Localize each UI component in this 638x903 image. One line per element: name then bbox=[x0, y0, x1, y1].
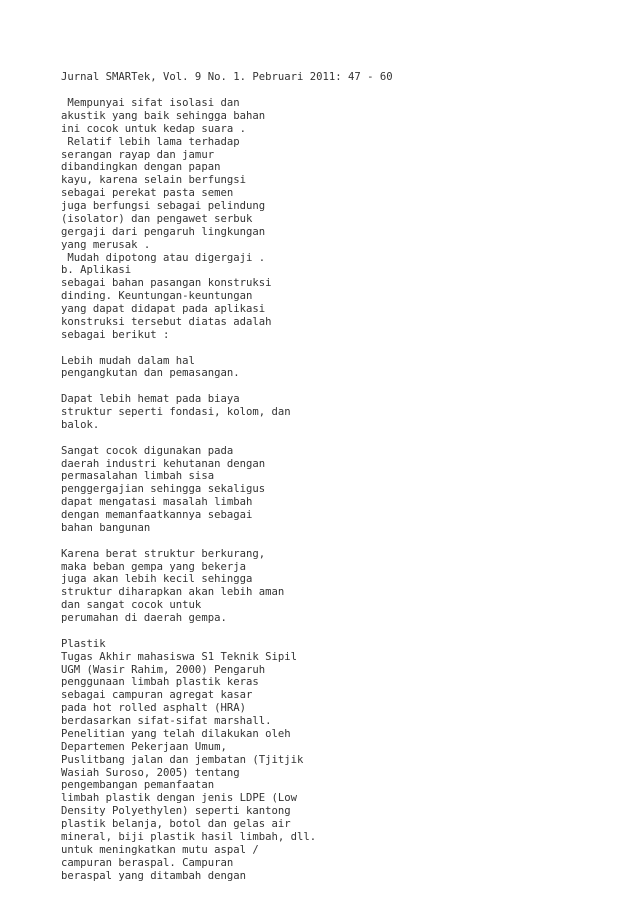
text-line bbox=[61, 625, 621, 638]
text-line: Puslitbang jalan dan jembatan (Tjitjik bbox=[61, 753, 304, 766]
text-line: limbah plastik dengan jenis LDPE (Low bbox=[61, 792, 297, 805]
text-line: Karena berat struktur berkurang, bbox=[61, 547, 266, 560]
text-line: penggunaan limbah plastik keras bbox=[61, 676, 259, 689]
text-line bbox=[61, 380, 621, 393]
text-line: serangan rayap dan jamur bbox=[61, 148, 215, 161]
text-line: berdasarkan sifat-sifat marshall. bbox=[61, 715, 272, 727]
text-line bbox=[61, 535, 621, 548]
text-line: dapat mengatasi masalah limbah bbox=[61, 496, 253, 509]
text-line: Departemen Pekerjaan Umum, bbox=[61, 740, 227, 753]
journal-header: Jurnal SMARTek, Vol. 9 No. 1. Pebruari 2011: 47 - 60 bbox=[61, 71, 393, 83]
text-line: juga akan lebih kecil sehingga bbox=[61, 573, 253, 586]
text-line bbox=[61, 432, 621, 445]
body-text bbox=[61, 97, 621, 882]
text-line: Sangat cocok digunakan pada bbox=[61, 444, 234, 457]
text-line: plastik belanja, botol dan gelas air bbox=[61, 818, 291, 830]
text-line: dibandingkan dengan papan bbox=[61, 161, 221, 174]
text-line: Lebih mudah dalam hal bbox=[61, 354, 195, 367]
text-line: pengangkutan dan pemasangan. bbox=[61, 367, 240, 380]
text-line: perumahan di daerah gempa. bbox=[61, 612, 227, 624]
text-line: dinding. Keuntungan-keuntungan bbox=[61, 290, 253, 303]
text-line: permasalahan limbah sisa bbox=[61, 470, 215, 483]
text-line: daerah industri kehutanan dengan bbox=[61, 457, 266, 470]
text-line: sebagai bahan pasangan konstruksi bbox=[61, 277, 272, 290]
text-line: Dapat lebih hemat pada biaya bbox=[61, 393, 240, 406]
text-line: beraspal yang ditambah dengan bbox=[61, 869, 246, 882]
text-line: kayu, karena selain berfungsi bbox=[61, 174, 246, 187]
text-line: Mempunyai sifat isolasi dan bbox=[61, 97, 240, 109]
text-line: struktur diharapkan akan lebih aman bbox=[61, 586, 285, 599]
text-line: gergaji dari pengaruh lingkungan bbox=[61, 225, 266, 238]
text-line: ini cocok untuk kedap suara . bbox=[61, 122, 246, 135]
text-line: campuran beraspal. Campuran bbox=[61, 856, 234, 869]
text-line: yang dapat didapat pada aplikasi bbox=[61, 303, 266, 315]
text-line: pada hot rolled asphalt (HRA) bbox=[61, 702, 246, 715]
text-line: Density Polyethylen) seperti kantong bbox=[61, 805, 291, 818]
text-line: (isolator) dan pengawet serbuk bbox=[61, 212, 253, 225]
text-line: konstruksi tersebut diatas adalah bbox=[61, 315, 272, 328]
text-line: dan sangat cocok untuk bbox=[61, 599, 202, 612]
text-line: dengan memanfaatkannya sebagai bbox=[61, 509, 253, 521]
text-line: penggergajian sehingga sekaligus bbox=[61, 483, 266, 496]
text-line: untuk meningkatkan mutu aspal / bbox=[61, 843, 259, 856]
text-line: b. Aplikasi bbox=[61, 264, 132, 277]
text-line bbox=[61, 342, 621, 355]
text-line: Mudah dipotong atau digergaji . bbox=[61, 251, 266, 264]
text-line: balok. bbox=[61, 418, 100, 431]
document-page bbox=[61, 71, 621, 882]
text-line: Tugas Akhir mahasiswa S1 Teknik Sipil bbox=[61, 650, 297, 663]
text-line: Wasiah Suroso, 2005) tentang bbox=[61, 766, 240, 779]
text-line: yang merusak . bbox=[61, 238, 151, 251]
text-line: bahan bangunan bbox=[61, 521, 151, 534]
text-line: Penelitian yang telah dilakukan oleh bbox=[61, 727, 291, 740]
text-line: juga berfungsi sebagai pelindung bbox=[61, 200, 266, 212]
text-line: akustik yang baik sehingga bahan bbox=[61, 109, 266, 122]
text-line: mineral, biji plastik hasil limbah, dll. bbox=[61, 830, 317, 843]
text-line: sebagai perekat pasta semen bbox=[61, 187, 234, 200]
text-line: UGM (Wasir Rahim, 2000) Pengaruh bbox=[61, 663, 266, 676]
text-line: pengembangan pemanfaatan bbox=[61, 779, 215, 792]
text-line: sebagai berikut : bbox=[61, 328, 170, 341]
text-line: sebagai campuran agregat kasar bbox=[61, 689, 253, 702]
text-line: struktur seperti fondasi, kolom, dan bbox=[61, 406, 291, 418]
text-line: maka beban gempa yang bekerja bbox=[61, 560, 246, 573]
text-line: Plastik bbox=[61, 637, 106, 650]
text-line: Relatif lebih lama terhadap bbox=[61, 135, 240, 148]
